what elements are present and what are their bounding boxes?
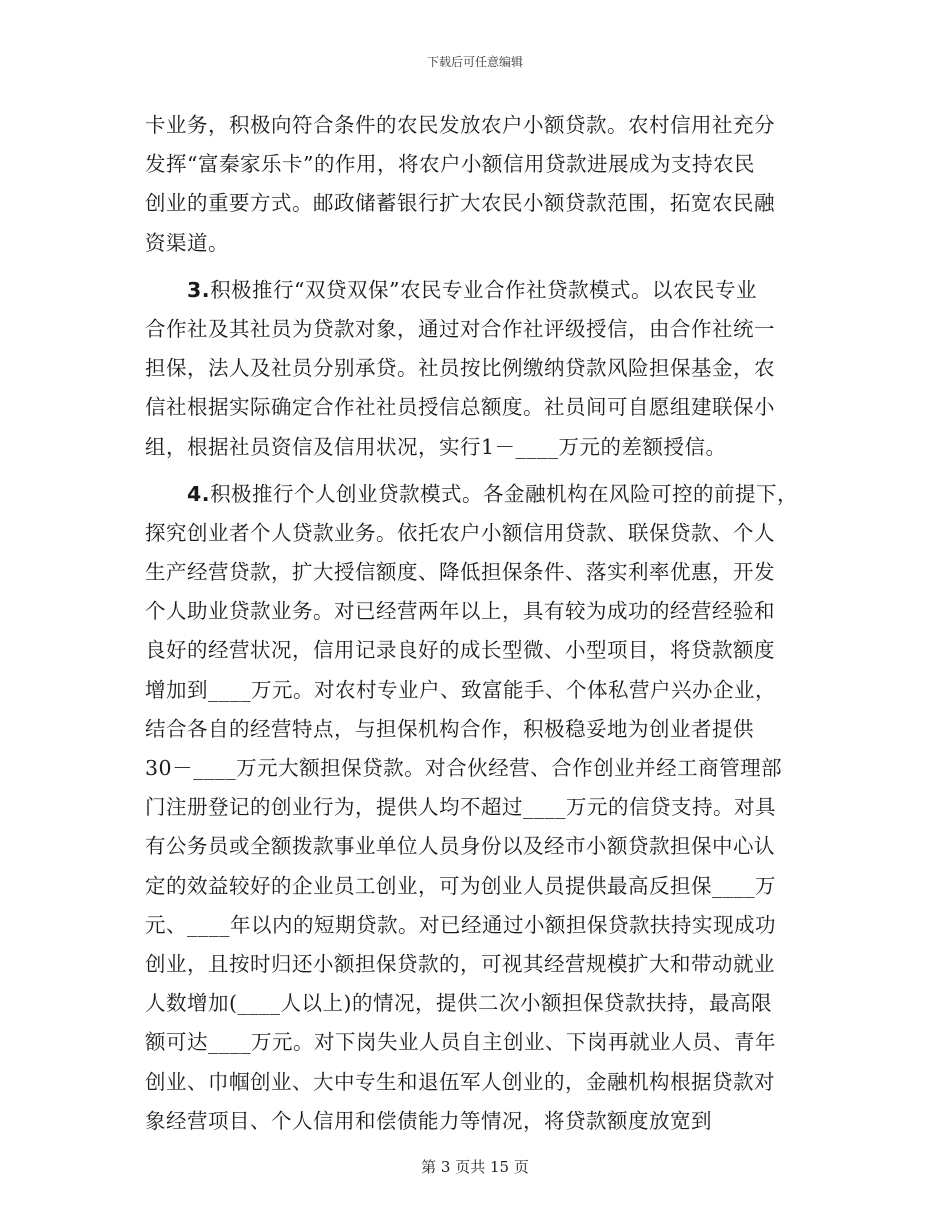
text-line [145, 271, 815, 310]
text-line: 良好的经营状况，信用记录良好的成长型微、小型项目，将贷款额度 [145, 638, 775, 663]
text-line: 创业的重要方式。邮政储蓄银行扩大农民小额贷款范围，拓宽农民融 [145, 191, 775, 216]
item-number: 3. [187, 277, 211, 302]
page-header: 下载后可任意编辑 [426, 55, 523, 69]
text-line: 元、____年以内的短期贷款。对已经通过小额担保贷款扶持实现成功 [145, 912, 776, 937]
text-line: 象经营项目、个人信用和偿债能力等情况，将贷款额度放宽到 [145, 1108, 712, 1133]
text-line: 组，根据社员资信及信用状况，实行1－____万元的差额授信。 [145, 434, 727, 459]
text-line: 信社根据实际确定合作社社员授信总额度。社员间可自愿组建联保小 [145, 395, 775, 420]
text-line [145, 475, 815, 514]
paragraph-3 [145, 475, 815, 1141]
text-line: 定的效益较好的企业员工创业，可为创业人员提供最高反担保____万 [145, 873, 776, 898]
text-line: 担保，法人及社员分别承贷。社员按比例缴纳贷款风险担保基金，农 [145, 356, 775, 381]
page-footer: 第 3 页共 15 页 [421, 1158, 529, 1176]
text-line: 探究创业者个人贷款业务。依托农户小额信用贷款、联保贷款、个人 [145, 520, 775, 545]
text-line: 结合各自的经营特点，与担保机构合作，积极稳妥地为创业者提供 [145, 716, 754, 741]
text-line: 人数增加(____人以上)的情况，提供二次小额担保贷款扶持，最高限 [145, 991, 772, 1016]
document-body [145, 106, 815, 1141]
line-text: 积极推行“双贷双保”农民专业合作社贷款模式。以农民专业 [210, 277, 758, 302]
text-line: 额可达____万元。对下岗失业人员自主创业、下岗再就业人员、青年 [145, 1030, 776, 1055]
text-line: 发挥“富秦家乐卡”的作用，将农户小额信用贷款进展成为支持农民 [145, 152, 755, 177]
text-line: 个人助业贷款业务。对已经营两年以上，具有较为成功的经营经验和 [145, 599, 775, 624]
text-line: 有公务员或全额拨款事业单位人员身份以及经市小额贷款担保中心认 [145, 834, 775, 859]
text-line: 门注册登记的创业行为，提供人均不超过____万元的信贷支持。对具 [145, 795, 776, 820]
paragraph-1 [145, 106, 815, 263]
paragraph-2 [145, 271, 815, 467]
text-line: 合作社及其社员为贷款对象，通过对合作社评级授信，由合作社统一 [145, 316, 775, 341]
text-line: 增加到____万元。对农村专业户、致富能手、个体私营户兴办企业， [145, 677, 776, 702]
text-line: 创业，且按时归还小额担保贷款的，可视其经营规模扩大和带动就业 [145, 951, 775, 976]
line-text: 积极推行个人创业贷款模式。各金融机构在风险可控的前提下， [210, 481, 799, 506]
item-number: 4. [187, 481, 211, 506]
text-line: 创业、巾帼创业、大中专生和退伍军人创业的，金融机构根据贷款对 [145, 1069, 775, 1094]
text-line: 卡业务，积极向符合条件的农民发放农户小额贷款。农村信用社充分 [145, 113, 775, 137]
text-line: 生产经营贷款，扩大授信额度、降低担保条件、落实利率优惠，开发 [145, 560, 775, 585]
text-line: 30－____万元大额担保贷款。对合伙经营、合作创业并经工商管理部 [145, 756, 783, 780]
text-line: 资渠道。 [145, 230, 229, 255]
